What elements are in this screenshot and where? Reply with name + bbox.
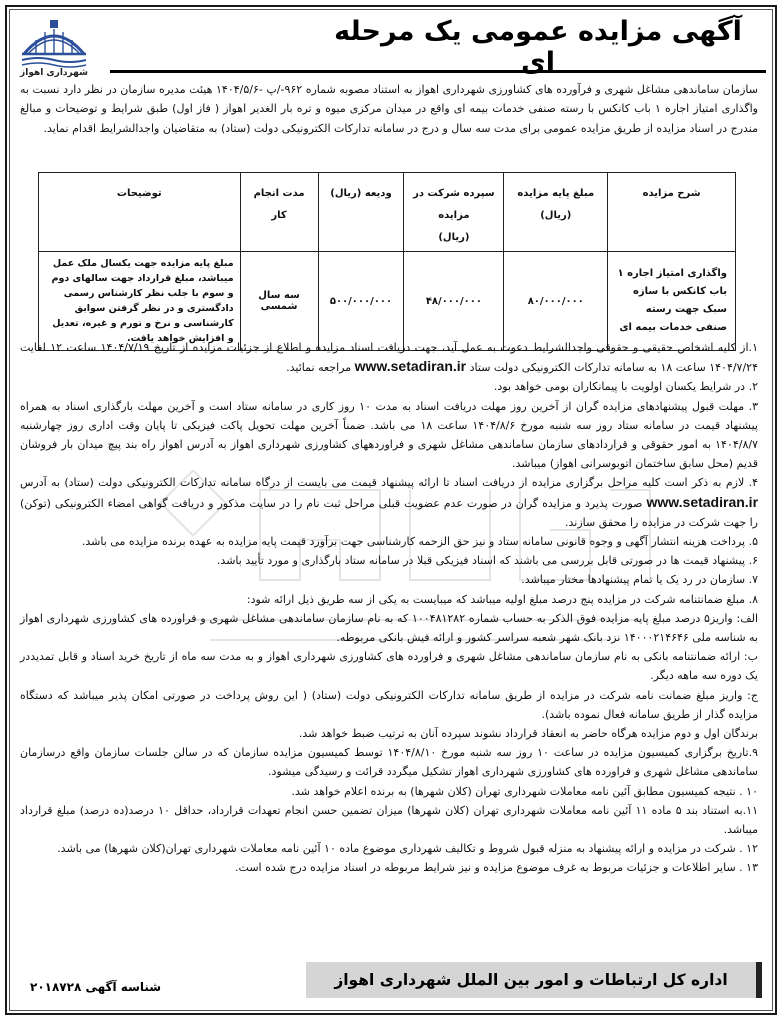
clause-8-alef: الف: واریز۵ درصد مبلغ پایه مزایده فوق الذکر به حساب شماره ۱۰۰۴۸۱۲۸۲ که به نام سازمان ساماندهی مشاغل شهری و فراورده های کشاورزی شهرداری اهواز به شناسه ملی ۱۴۰۰۰۲۱۴۶۴۶ نزد بانک شهر شعبه سراسر کشور و ارائه فیش بانکی مربوطه. <box>20 611 759 645</box>
intro-paragraph: سازمان ساماندهی مشاغل شهری و فرآورده های کشاورزی شهرداری اهواز به استناد مصوبه شماره ۹۶۲-/پ -۱۴۰۴/۵/۶ هیئت مدیره سازمان در نظر دارد نسبت به واگذاری امتیاز اجاره ۱ باب کانکس با رسته صنفی خدمات بیمه ای واقع در میدان مرکزی میوه و تره بار الغدیر اهواز ( فاز اول) طبق شرایط و توضیحات و مبالغ مندرج در اسناد مزایده از طریق مزایده عمومی برای مدت سه سال و درج در سامانه تدارکات الکترونیکی دولت (ستاد) به متقاضیان واجدالشرایط اقدام نماید. <box>20 83 758 135</box>
title-divider <box>110 70 766 73</box>
header-notes: توضیحات <box>39 173 241 252</box>
cell-deposit: ۵۰۰/۰۰۰/۰۰۰ <box>318 252 404 351</box>
clause-7: ۷. سازمان در رد یک یا تمام پیشنهادها مختار میباشد. <box>521 573 758 587</box>
municipality-logo <box>18 16 90 82</box>
table-row <box>39 252 736 351</box>
clause-4-text-a: ۴. لازم به ذکر است کلیه مراحل برگزاری مزایده از دریافت اسناد تا ارائه پیشنهاد قیمت می بایست از درگاه سامانه تدارکات الکترونیکی دولت (ستاد) به آدرس <box>20 476 758 490</box>
clause-8-be: ب: ارائه ضمانتنامه بانکی به نام سازمان ساماندهی مشاغل شهری و فراورده های کشاورزی شهرداری اهواز و به مدت سه ماه از تاریخ خرید اسناد و قابل تمدیددر یک دوره سه ماهه دیگر. <box>20 650 758 683</box>
header-subject: شرح مزایده <box>608 173 736 252</box>
clause-5: ۵. پرداخت هزینه انتشار آگهی و وجوه قانونی سامانه ستاد و نیز حق الزحمه کارشناسی جهت برآورد قیمت پایه مزایده به عهده برنده مزایده می باشد. <box>81 535 758 549</box>
clause-3: ۳. مهلت قبول پیشنهادهای مزایده گران از آخرین روز مهلت دریافت اسناد به مدت ۱۰ روز کاری در سامانه ستاد است و آخرین مهلت بارگذاری اسناد به همراه پیشنهاد قیمت در سامانه ستاد روز سه شنبه مورخ ۱۴۰۴/۸/۶ ساعت ۱۸ می باشد. ضمناً آخرین مهلت تحویل پاکت فیزیکی تا پایان وقت اداری روز چهارشنبه ۱۴۰۴/۸/۷ به امور حقوقی و قراردادهای سازمان ساماندهی مشاغل شهری و فراوردههای کشاورزی شهرداری اهواز به آدرس اهواز راه بند پیچ میدان بار فروشان قدیم (محل سابق ساختمان اتوبوسرانی اهواز) میباشد. <box>20 399 758 471</box>
clause-8: ۸. مبلغ ضمانتنامه شرکت در مزایده پنج درصد مبلغ اولیه میباشد که میبایست به یکی از سه طریق ذیل ارائه شود: <box>246 592 758 606</box>
clause-12: ۱۲ . شرکت در مزایده و ارائه پیشنهاد به منزله قبول شروط و تکالیف شهرداری موضوع ماده ۱۰ آئین نامه معاملات شهرداری تهران(کلان شهرها) می باشد. <box>57 842 758 856</box>
clause-1-text-a: ۱.از کلیه اشخاص حقیقی و حقوقی واجدالشرایط دعوت به عمل آید، جهت دریافت اسناد مزایده و اطلاع از جزئیات مزایده از تاریخ ۱۴۰۴/۷/۱۹ ساعت ۱۲ لغایت ۱۴۰۴/۷/۲۴ ساعت ۱۸ به سامانه تدارکات الکترونیکی دولت ستاد <box>20 341 758 375</box>
clauses-list <box>20 338 758 878</box>
header-base-price: مبلغ پایه مزایده (ریال) <box>504 173 608 252</box>
clause-9: ۹.تاریخ برگزاری کمیسیون مزایده در ساعت ۱۰ روز سه شنبه مورخ ۱۴۰۴/۸/۱۰ توسط کمیسیون مزایده سازمان که در سالن جلسات سازمان واقع درسازمان ساماندهی مشاغل شهری و فراورده های کشاورزی شهرداری اهواز تشکیل میگردد قرائت و رسیدگی میشود. <box>20 746 759 779</box>
clause-1-text-b: مراجعه نمائید. <box>286 361 352 375</box>
clause-1 <box>20 338 758 377</box>
page-title: آگهی مزایده عمومی یک مرحله ای <box>334 16 742 78</box>
setadiran-link[interactable]: www.setadiran.ir <box>646 493 759 510</box>
clause-13: ۱۳ . سایر اطلاعات و جزئیات مربوط به غرف موضوع مزایده و نیز شرایط مربوطه در اسناد مزایده درج شده است. <box>235 861 758 875</box>
clause-8-jim: ج: واریز مبلغ ضمانت نامه شرکت در مزایده از طریق سامانه تدارکات الکترونیکی دولت (ستاد) ( این روش پرداخت در صورتی امکان پذیر میباشد که دستگاه مزایده گذار از طریق سامانه فعال نموده باشد). <box>20 688 758 721</box>
header-bid-deposit <box>404 173 504 252</box>
clause-8-note: برندگان اول و دوم مزایده هرگاه حاضر به انعقاد قرارداد نشوند سپرده آنان به ترتیب ضبط خواهد شد. <box>298 727 758 741</box>
cell-bid-deposit: ۴۸/۰۰۰/۰۰۰ <box>404 252 504 351</box>
logo-caption: شهرداری اهواز <box>20 68 88 78</box>
clause-4-text-b: صورت پذیرد و مزایده گران در صورت عدم عضویت قبلی مراحل ثبت نام را در سایت مذکور و دریافت گواهی امضاء الکترونیکی (توکن) را جهت شرکت در مزایده را محقق سازند. <box>20 496 758 529</box>
cell-subject: واگذاری امتیاز اجاره ۱ باب کانکس با سازه سبک جهت رسته صنفی خدمات بیمه ای <box>608 252 736 351</box>
cell-duration: سه سال شمسی <box>240 252 318 351</box>
auction-table <box>38 172 736 351</box>
clause-2: ۲. در شرایط یکسان اولویت با پیمانکاران بومی خواهد بود. <box>493 380 758 394</box>
setadiran-link[interactable]: www.setadiran.ir <box>354 358 467 375</box>
department-banner: اداره کل ارتباطات و امور بین الملل شهرداری اهواز <box>306 962 762 998</box>
clause-4 <box>20 473 758 532</box>
clause-6: ۶. پیشنهاد قیمت ها در صورتی قابل بررسی می باشند که اسناد فیزیکی قبلا در سامانه ستاد بارگذاری و مورد تأیید باشد. <box>216 554 758 568</box>
clause-10: ۱۰ . نتیجه کمیسیون مطابق آئین نامه معاملات شهرداری تهران (کلان شهرها) به برنده اعلام خواهد شد. <box>291 784 758 798</box>
table-header-row <box>39 173 736 252</box>
ad-id: شناسه آگهی ۲۰۱۸۷۲۸ <box>30 980 162 994</box>
cell-notes: مبلغ پایه مزایده جهت یکسال ملک عمل میباشد، مبلغ قرارداد جهت سالهای دوم و سوم با جلب نظر کارشناس رسمی دادگستری و در نظر گرفتن سوابق کارشناسی و نرخ و تورم و غیره، تعدیل و افزایش خواهد یافت. <box>39 252 241 351</box>
clause-11: ۱۱.به استناد بند ۵ ماده ۱۱ آئین نامه معاملات شهرداری تهران (کلان شهرها) میزان تضمین حسن انجام تعهدات قرارداد، حداقل ۱۰ درصد(ده درصد) مبلغ قرارداد میباشد. <box>20 803 758 837</box>
header-bid-deposit-line1: سپرده شرکت در مزایده <box>413 188 495 221</box>
cell-base-price: ۸۰/۰۰۰/۰۰۰ <box>504 252 608 351</box>
bridge-emblem-icon <box>18 16 90 68</box>
header-bid-deposit-line2: (ریال) <box>438 232 470 243</box>
header-deposit: ودیعه (ریال) <box>318 173 404 252</box>
header-duration: مدت انجام کار <box>240 173 318 252</box>
